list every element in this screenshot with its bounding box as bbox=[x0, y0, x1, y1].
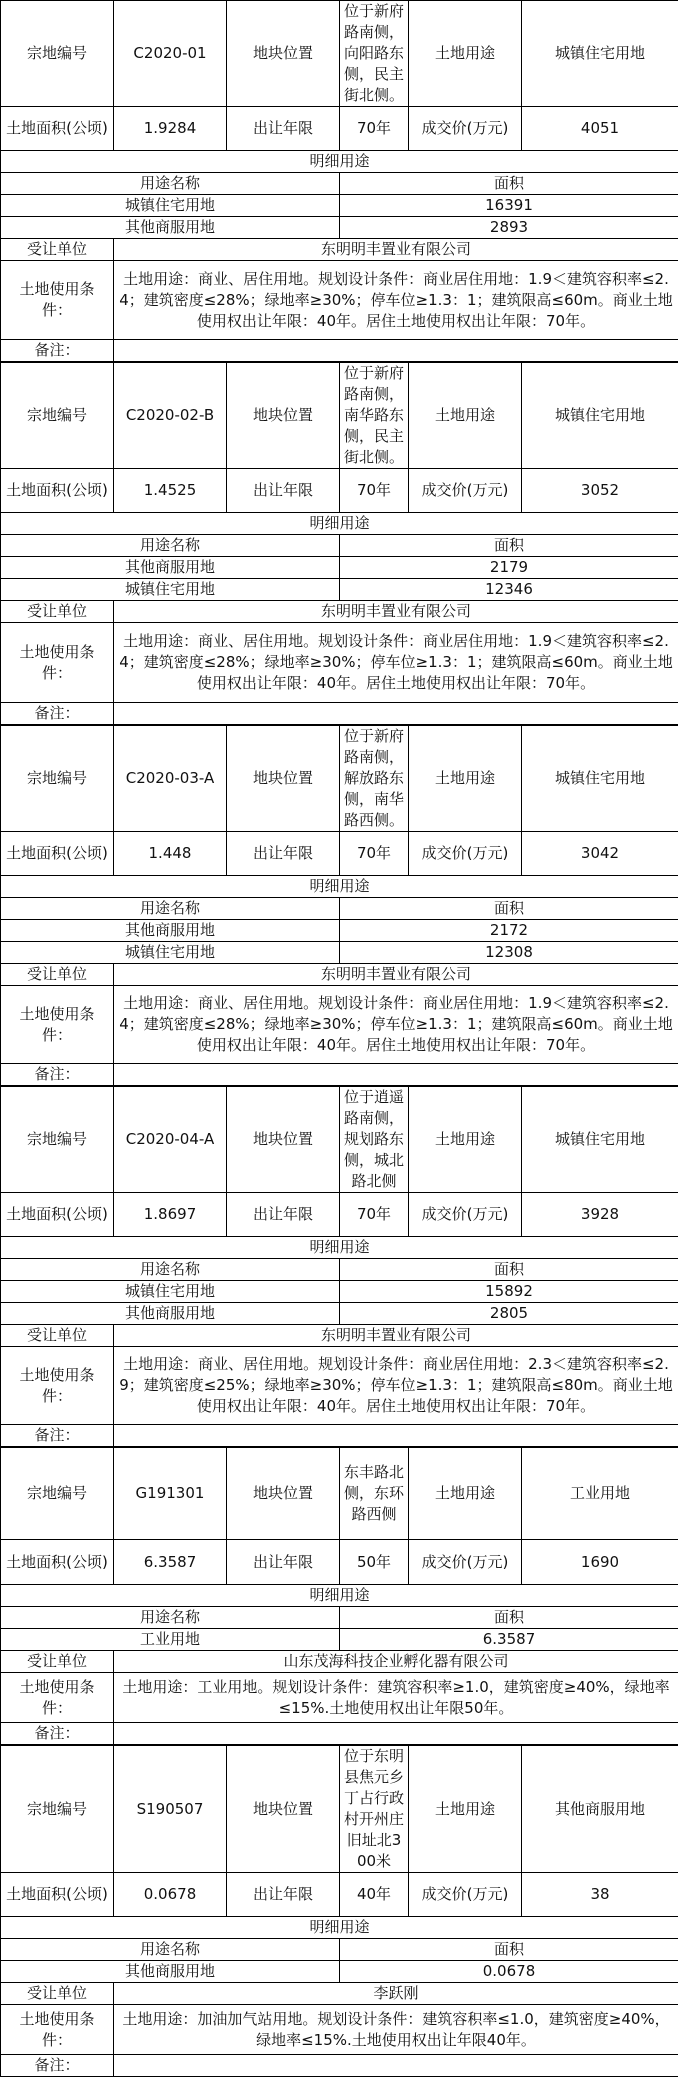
table-row bbox=[1, 898, 678, 920]
parcel-no-label: 宗地编号 bbox=[1, 1, 114, 107]
conditions-label: 土地使用条件： bbox=[1, 623, 114, 703]
use-area: 6.3587 bbox=[340, 1629, 678, 1651]
table-row bbox=[1, 1425, 678, 1447]
location-value: 位于新府路南侧，南华路东侧，民主街北侧。 bbox=[340, 363, 409, 469]
table-row bbox=[1, 1585, 678, 1607]
location-value: 位于东明县焦元乡丁占行政村开州庄旧址北300米 bbox=[340, 1746, 409, 1873]
table-row bbox=[1, 363, 678, 469]
table-row bbox=[1, 1917, 678, 1939]
term-label: 出让年限 bbox=[227, 1540, 340, 1585]
price-label: 成交价(万元) bbox=[409, 832, 522, 876]
use-area: 2805 bbox=[340, 1303, 678, 1325]
use-area-header: 面积 bbox=[340, 535, 678, 557]
conditions-label: 土地使用条件： bbox=[1, 1673, 114, 1723]
table-row bbox=[1, 469, 678, 513]
price-label: 成交价(万元) bbox=[409, 1540, 522, 1585]
parcel-no-value: C2020-03-A bbox=[114, 726, 227, 832]
use-area-header: 面积 bbox=[340, 1607, 678, 1629]
table-row bbox=[1, 876, 678, 898]
land-use-label: 土地用途 bbox=[409, 1448, 522, 1540]
price-value: 38 bbox=[522, 1873, 678, 1917]
location-value: 东丰路北侧，东环路西侧 bbox=[340, 1448, 409, 1540]
term-label: 出让年限 bbox=[227, 469, 340, 513]
assignee-label: 受让单位 bbox=[1, 1983, 114, 2005]
area-value: 6.3587 bbox=[114, 1540, 227, 1585]
area-value: 1.9284 bbox=[114, 107, 227, 151]
land-use-value: 城镇住宅用地 bbox=[522, 726, 678, 832]
use-name-header: 用途名称 bbox=[1, 1939, 340, 1961]
conditions-label: 土地使用条件： bbox=[1, 1347, 114, 1425]
price-label: 成交价(万元) bbox=[409, 469, 522, 513]
parcel-no-label: 宗地编号 bbox=[1, 1448, 114, 1540]
remark-label: 备注： bbox=[1, 1064, 114, 1086]
table-row bbox=[1, 1237, 678, 1259]
term-value: 70年 bbox=[340, 107, 409, 151]
area-label: 土地面积(公顷) bbox=[1, 1540, 114, 1585]
land-use-value: 城镇住宅用地 bbox=[522, 1, 678, 107]
parcel-no-value: S190507 bbox=[114, 1746, 227, 1873]
assignee-label: 受让单位 bbox=[1, 1651, 114, 1673]
term-value: 70年 bbox=[340, 1193, 409, 1237]
remark-value bbox=[114, 1723, 678, 1745]
parcel-no-value: C2020-04-A bbox=[114, 1087, 227, 1193]
table-row bbox=[1, 340, 678, 362]
assignee-value: 东明明丰置业有限公司 bbox=[114, 964, 678, 986]
remark-label: 备注： bbox=[1, 2055, 114, 2077]
table-row bbox=[1, 1193, 678, 1237]
table-row bbox=[1, 2055, 678, 2077]
table-row bbox=[1, 579, 678, 601]
use-name: 城镇住宅用地 bbox=[1, 579, 340, 601]
remark-label: 备注： bbox=[1, 340, 114, 362]
use-name: 工业用地 bbox=[1, 1629, 340, 1651]
table-row bbox=[1, 1064, 678, 1086]
table-row bbox=[1, 1746, 678, 1873]
location-label: 地块位置 bbox=[227, 1, 340, 107]
table-row bbox=[1, 1347, 678, 1425]
use-area: 2179 bbox=[340, 557, 678, 579]
parcel-block bbox=[0, 362, 678, 725]
detail-use-heading: 明细用途 bbox=[1, 151, 678, 173]
parcel-block bbox=[0, 1086, 678, 1447]
location-value: 位于逍遥路南侧，规划路东侧，城北路北侧 bbox=[340, 1087, 409, 1193]
table-row bbox=[1, 513, 678, 535]
term-value: 50年 bbox=[340, 1540, 409, 1585]
use-name: 其他商服用地 bbox=[1, 557, 340, 579]
area-value: 1.448 bbox=[114, 832, 227, 876]
area-label: 土地面积(公顷) bbox=[1, 1193, 114, 1237]
table-row bbox=[1, 1873, 678, 1917]
parcel-block bbox=[0, 725, 678, 1086]
land-use-label: 土地用途 bbox=[409, 1, 522, 107]
use-name: 其他商服用地 bbox=[1, 920, 340, 942]
remark-value bbox=[114, 703, 678, 725]
parcel-no-label: 宗地编号 bbox=[1, 363, 114, 469]
location-label: 地块位置 bbox=[227, 1448, 340, 1540]
remark-value bbox=[114, 340, 678, 362]
table-row bbox=[1, 1673, 678, 1723]
parcel-block bbox=[0, 1447, 678, 1745]
land-use-value: 其他商服用地 bbox=[522, 1746, 678, 1873]
table-row bbox=[1, 1448, 678, 1540]
term-label: 出让年限 bbox=[227, 1193, 340, 1237]
use-area-header: 面积 bbox=[340, 898, 678, 920]
land-use-value: 城镇住宅用地 bbox=[522, 1087, 678, 1193]
parcel-block bbox=[0, 1745, 678, 2077]
term-label: 出让年限 bbox=[227, 1873, 340, 1917]
table-row bbox=[1, 195, 678, 217]
parcel-no-value: C2020-02-B bbox=[114, 363, 227, 469]
table-row bbox=[1, 1540, 678, 1585]
use-name-header: 用途名称 bbox=[1, 173, 340, 195]
remark-label: 备注： bbox=[1, 703, 114, 725]
parcel-no-value: G191301 bbox=[114, 1448, 227, 1540]
location-label: 地块位置 bbox=[227, 726, 340, 832]
use-name: 其他商服用地 bbox=[1, 1961, 340, 1983]
assignee-value: 东明明丰置业有限公司 bbox=[114, 1325, 678, 1347]
parcel-no-label: 宗地编号 bbox=[1, 1746, 114, 1873]
price-value: 3928 bbox=[522, 1193, 678, 1237]
table-row bbox=[1, 942, 678, 964]
term-label: 出让年限 bbox=[227, 832, 340, 876]
price-value: 4051 bbox=[522, 107, 678, 151]
use-area: 16391 bbox=[340, 195, 678, 217]
table-row bbox=[1, 623, 678, 703]
location-value: 位于新府路南侧，解放路东侧，南华路西侧。 bbox=[340, 726, 409, 832]
detail-use-heading: 明细用途 bbox=[1, 876, 678, 898]
use-area: 12308 bbox=[340, 942, 678, 964]
use-area-header: 面积 bbox=[340, 1259, 678, 1281]
location-value: 位于新府路南侧，向阳路东侧，民主街北侧。 bbox=[340, 1, 409, 107]
table-row bbox=[1, 601, 678, 623]
use-name: 城镇住宅用地 bbox=[1, 1281, 340, 1303]
table-row bbox=[1, 107, 678, 151]
remark-value bbox=[114, 2055, 678, 2077]
parcel-no-label: 宗地编号 bbox=[1, 726, 114, 832]
term-value: 70年 bbox=[340, 469, 409, 513]
price-value: 3042 bbox=[522, 832, 678, 876]
conditions-label: 土地使用条件： bbox=[1, 261, 114, 340]
table-row bbox=[1, 832, 678, 876]
table-row bbox=[1, 1983, 678, 2005]
area-value: 1.4525 bbox=[114, 469, 227, 513]
table-row bbox=[1, 726, 678, 832]
assignee-label: 受让单位 bbox=[1, 601, 114, 623]
table-row bbox=[1, 1629, 678, 1651]
table-row bbox=[1, 1281, 678, 1303]
table-row bbox=[1, 1723, 678, 1745]
assignee-value: 东明明丰置业有限公司 bbox=[114, 239, 678, 261]
table-row bbox=[1, 2005, 678, 2055]
table-row bbox=[1, 1, 678, 107]
land-use-label: 土地用途 bbox=[409, 1087, 522, 1193]
price-label: 成交价(万元) bbox=[409, 107, 522, 151]
use-area-header: 面积 bbox=[340, 1939, 678, 1961]
conditions-value: 土地用途：商业、居住用地。规划设计条件：商业居住用地：1.9＜建筑容积率≤2.4；建筑密度≤28%；绿地率≥30%；停车位≥1.3：1；建筑限高≤60m。商业土地使用权出让年限：40年。居住土地使用权出让年限：70年。 bbox=[114, 623, 678, 703]
price-value: 3052 bbox=[522, 469, 678, 513]
use-name-header: 用途名称 bbox=[1, 535, 340, 557]
term-value: 40年 bbox=[340, 1873, 409, 1917]
use-name: 其他商服用地 bbox=[1, 1303, 340, 1325]
assignee-label: 受让单位 bbox=[1, 964, 114, 986]
use-name-header: 用途名称 bbox=[1, 1259, 340, 1281]
table-row bbox=[1, 535, 678, 557]
land-use-value: 城镇住宅用地 bbox=[522, 363, 678, 469]
table-row bbox=[1, 217, 678, 239]
table-row bbox=[1, 261, 678, 340]
term-value: 70年 bbox=[340, 832, 409, 876]
use-area: 12346 bbox=[340, 579, 678, 601]
table-row bbox=[1, 239, 678, 261]
use-name: 城镇住宅用地 bbox=[1, 195, 340, 217]
table-row bbox=[1, 703, 678, 725]
use-area: 2172 bbox=[340, 920, 678, 942]
conditions-label: 土地使用条件： bbox=[1, 986, 114, 1064]
assignee-value: 山东茂海科技企业孵化器有限公司 bbox=[114, 1651, 678, 1673]
use-name: 城镇住宅用地 bbox=[1, 942, 340, 964]
parcel-no-value: C2020-01 bbox=[114, 1, 227, 107]
location-label: 地块位置 bbox=[227, 363, 340, 469]
table-row bbox=[1, 964, 678, 986]
table-row bbox=[1, 151, 678, 173]
land-use-label: 土地用途 bbox=[409, 363, 522, 469]
table-row bbox=[1, 1303, 678, 1325]
conditions-label: 土地使用条件： bbox=[1, 2005, 114, 2055]
table-row bbox=[1, 1325, 678, 1347]
use-area: 2893 bbox=[340, 217, 678, 239]
conditions-value: 土地用途：商业、居住用地。规划设计条件：商业居住用地：1.9＜建筑容积率≤2.4；建筑密度≤28%；绿地率≥30%；停车位≥1.3：1；建筑限高≤60m。商业土地使用权出让年限：40年。居住土地使用权出让年限：70年。 bbox=[114, 261, 678, 340]
assignee-value: 李跃刚 bbox=[114, 1983, 678, 2005]
conditions-value: 土地用途：商业、居住用地。规划设计条件：商业居住用地：2.3＜建筑容积率≤2.9；建筑密度≤25%；绿地率≥30%；停车位≥1.3：1；建筑限高≤80m。商业土地使用权出让年限：40年。居住土地使用权出让年限：70年。 bbox=[114, 1347, 678, 1425]
area-label: 土地面积(公顷) bbox=[1, 469, 114, 513]
detail-use-heading: 明细用途 bbox=[1, 1237, 678, 1259]
table-row bbox=[1, 1607, 678, 1629]
remark-label: 备注： bbox=[1, 1425, 114, 1447]
remark-value bbox=[114, 1064, 678, 1086]
location-label: 地块位置 bbox=[227, 1087, 340, 1193]
parcel-block bbox=[0, 0, 678, 362]
use-name-header: 用途名称 bbox=[1, 1607, 340, 1629]
table-row bbox=[1, 557, 678, 579]
use-area: 15892 bbox=[340, 1281, 678, 1303]
parcel-no-label: 宗地编号 bbox=[1, 1087, 114, 1193]
term-label: 出让年限 bbox=[227, 107, 340, 151]
area-value: 0.0678 bbox=[114, 1873, 227, 1917]
table-row bbox=[1, 1651, 678, 1673]
land-use-value: 工业用地 bbox=[522, 1448, 678, 1540]
conditions-value: 土地用途：加油加气站用地。规划设计条件：建筑容积率≤1.0，建筑密度≥40%，绿地率≤15%.土地使用权出让年限40年。 bbox=[114, 2005, 678, 2055]
table-row bbox=[1, 1939, 678, 1961]
use-area-header: 面积 bbox=[340, 173, 678, 195]
conditions-value: 土地用途：工业用地。规划设计条件：建筑容积率≥1.0，建筑密度≥40%，绿地率≤15%.土地使用权出让年限50年。 bbox=[114, 1673, 678, 1723]
area-value: 1.8697 bbox=[114, 1193, 227, 1237]
table-row bbox=[1, 986, 678, 1064]
land-use-label: 土地用途 bbox=[409, 1746, 522, 1873]
detail-use-heading: 明细用途 bbox=[1, 513, 678, 535]
assignee-label: 受让单位 bbox=[1, 239, 114, 261]
detail-use-heading: 明细用途 bbox=[1, 1917, 678, 1939]
remark-value bbox=[114, 1425, 678, 1447]
table-row bbox=[1, 1259, 678, 1281]
area-label: 土地面积(公顷) bbox=[1, 832, 114, 876]
assignee-value: 东明明丰置业有限公司 bbox=[114, 601, 678, 623]
price-label: 成交价(万元) bbox=[409, 1193, 522, 1237]
area-label: 土地面积(公顷) bbox=[1, 1873, 114, 1917]
land-use-label: 土地用途 bbox=[409, 726, 522, 832]
table-row bbox=[1, 1087, 678, 1193]
use-area: 0.0678 bbox=[340, 1961, 678, 1983]
location-label: 地块位置 bbox=[227, 1746, 340, 1873]
conditions-value: 土地用途：商业、居住用地。规划设计条件：商业居住用地：1.9＜建筑容积率≤2.4；建筑密度≤28%；绿地率≥30%；停车位≥1.3：1；建筑限高≤60m。商业土地使用权出让年限：40年。居住土地使用权出让年限：70年。 bbox=[114, 986, 678, 1064]
table-row bbox=[1, 173, 678, 195]
table-row bbox=[1, 920, 678, 942]
detail-use-heading: 明细用途 bbox=[1, 1585, 678, 1607]
price-label: 成交价(万元) bbox=[409, 1873, 522, 1917]
assignee-label: 受让单位 bbox=[1, 1325, 114, 1347]
area-label: 土地面积(公顷) bbox=[1, 107, 114, 151]
price-value: 1690 bbox=[522, 1540, 678, 1585]
use-name: 其他商服用地 bbox=[1, 217, 340, 239]
table-row bbox=[1, 1961, 678, 1983]
remark-label: 备注： bbox=[1, 1723, 114, 1745]
use-name-header: 用途名称 bbox=[1, 898, 340, 920]
